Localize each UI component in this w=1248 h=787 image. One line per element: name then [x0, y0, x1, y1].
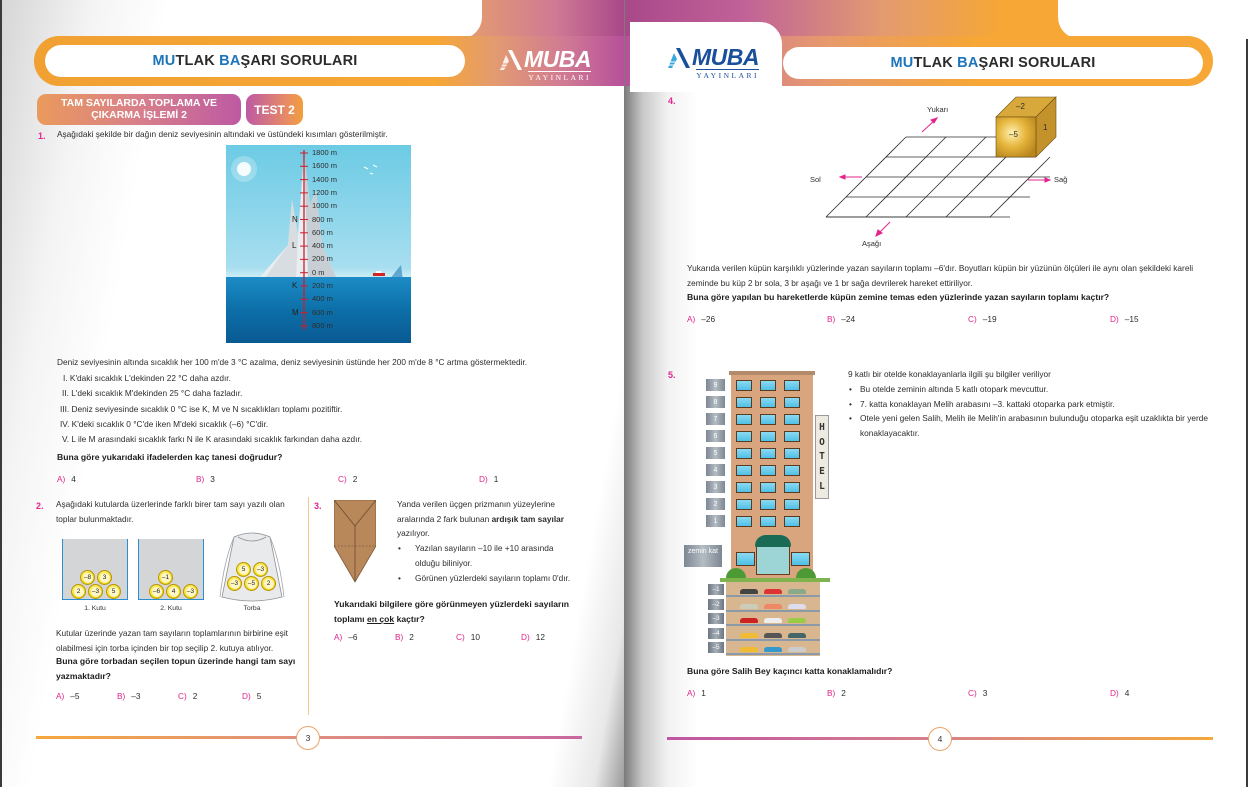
scale-label: 1200 m: [312, 187, 338, 197]
window: [736, 431, 752, 442]
text: Yanda verilen üçgen prizmanın yüzeylerine aralarında 2 fark bulunan: [397, 499, 556, 524]
sign-letter: H: [819, 421, 825, 433]
ball: [261, 576, 276, 591]
q5-option-b[interactable]: [827, 688, 846, 698]
header-decor-left: [470, 0, 624, 40]
box-1: [62, 539, 128, 600]
ball-value: 2: [264, 579, 274, 589]
option-letter: D): [521, 632, 530, 642]
option-letter: B): [395, 632, 404, 642]
q5-intro: 9 katlı bir otelde konaklayanlarla ilgili şu bilgiler veriliyor: [848, 369, 1051, 379]
logo-subtitle: YAYINLARI: [528, 73, 591, 82]
ball: [236, 562, 251, 577]
q2-intro: Aşağıdaki kutularda üzerlerinde farklı birer tam sayı yazılı olan toplar bulunmaktadır.: [56, 499, 285, 524]
window: [760, 465, 776, 476]
parking-level-label: –5: [708, 642, 724, 653]
window: [791, 552, 810, 566]
ball-value: 2: [74, 587, 84, 597]
header-decor-mask: [1058, 0, 1248, 39]
point-n: N: [292, 214, 298, 224]
question-number: 5.: [668, 370, 676, 380]
floor-label: 6: [706, 430, 725, 442]
option-value: –15: [1124, 314, 1139, 324]
car: [788, 604, 806, 609]
chapter-tab: TAM SAYILARDA TOPLAMA VE ÇIKARMA İŞLEMİ 2: [37, 94, 241, 125]
car: [740, 589, 758, 594]
ball: [88, 584, 103, 599]
logo-subtitle: YAYINLARI: [696, 71, 759, 80]
car: [764, 589, 782, 594]
car: [740, 633, 758, 638]
ball-value: –3: [91, 588, 100, 595]
q2-option-d[interactable]: [242, 691, 261, 701]
floor-label: 3: [706, 481, 725, 493]
window: [784, 516, 800, 527]
ball: [149, 584, 164, 599]
sign-letter: E: [819, 466, 825, 478]
bullet-item: • Bu otelde zeminin altında 5 katlı otopark mevcuttur.: [848, 382, 1223, 397]
ball: [227, 576, 242, 591]
option-letter: C): [968, 688, 977, 698]
option-value: 4: [71, 474, 76, 484]
option-value: 5: [256, 691, 262, 701]
entrance-door: [756, 545, 790, 575]
scale-label: 0 m: [312, 267, 325, 277]
window: [760, 448, 776, 459]
bag-illustration: [214, 531, 290, 603]
ball-value: 5: [109, 587, 119, 597]
direction-up: Yukarı: [927, 105, 949, 114]
box-2-label: 2. Kutu: [160, 605, 182, 612]
direction-right: Sağ: [1054, 175, 1068, 184]
question-number: 1.: [38, 131, 46, 141]
scale-label: 1800 m: [312, 148, 338, 157]
ball: [183, 584, 198, 599]
q2-question: Buna göre torbadan seçilen topun üzerinde hangi tam sayı yazmaktadır?: [56, 656, 296, 681]
text-underlined: en çok: [366, 613, 395, 624]
bag: [214, 531, 290, 603]
window: [736, 482, 752, 493]
text: Yukarıdaki bilgilere göre görünmeyen yüzlerdeki sayıların toplamı: [334, 599, 569, 624]
window: [760, 414, 776, 425]
title-highlight: MU: [152, 53, 176, 69]
car: [764, 604, 782, 609]
option-value: 12: [535, 632, 545, 642]
ball-value: 3: [100, 573, 110, 583]
window: [760, 482, 776, 493]
point-k: K: [292, 281, 298, 290]
window: [736, 397, 752, 408]
cube-face-front: –5: [1009, 130, 1018, 139]
q1-question: Buna göre yukarıdaki ifadelerden kaç tanesi doğrudur?: [57, 452, 283, 462]
entrance-awning: [755, 535, 791, 547]
ball-value: –3: [186, 588, 195, 595]
sign-letter: O: [819, 436, 825, 448]
scale-label: 600 m: [312, 227, 333, 237]
ball-value: –3: [230, 580, 239, 587]
window: [784, 397, 800, 408]
q5-question: Buna göre Salih Bey kaçıncı katta konaklamalıdır?: [687, 666, 893, 676]
page-title-right: [783, 47, 1203, 79]
window: [784, 431, 800, 442]
test-tab: TEST 2: [246, 94, 303, 125]
q1-option-b[interactable]: [196, 474, 215, 484]
direction-down: Aşağı: [862, 239, 882, 248]
logo-mark-icon: [498, 50, 522, 70]
q4-question: Buna göre yapılan bu hareketlerde küpün zemine temas eden yüzlerinde yazan sayıların toplamı kaçtır?: [687, 292, 1110, 302]
q1-statements: [60, 371, 600, 447]
page-number-right: 4: [928, 727, 952, 751]
window: [736, 516, 752, 527]
ball-value: 4: [169, 587, 179, 597]
option-value: 3: [982, 688, 988, 698]
parking-level-label: –1: [708, 584, 724, 595]
q3-option-a[interactable]: [334, 632, 358, 642]
question-number: 4.: [668, 96, 676, 106]
q4-option-a[interactable]: [687, 314, 715, 324]
scale-label: 400 m: [312, 294, 333, 304]
car: [740, 604, 758, 609]
window: [736, 499, 752, 510]
floor-label: 1: [706, 515, 725, 527]
logo-text: MUBA: [524, 46, 591, 72]
floor-label: 4: [706, 464, 725, 476]
window: [784, 482, 800, 493]
ball: [97, 570, 112, 585]
q3-question: [334, 597, 589, 626]
window: [736, 465, 752, 476]
option-letter: A): [687, 314, 696, 324]
scale-label: 1000 m: [312, 201, 338, 211]
floor-label: 8: [706, 396, 725, 408]
scale-label: 400 m: [312, 241, 333, 251]
window: [760, 380, 776, 391]
q2-option-a[interactable]: [56, 691, 80, 701]
window: [736, 380, 752, 391]
floor-label: 9: [706, 379, 725, 391]
q1-intro: Aşağıdaki şekilde bir dağın deniz seviyesinin altındaki ve üstündeki kısımları gösterilmiştir.: [57, 129, 388, 139]
window: [784, 465, 800, 476]
option-letter: A): [687, 688, 696, 698]
option-value: 1: [493, 474, 499, 484]
column-divider: [308, 497, 309, 715]
parking-floor: [726, 595, 820, 597]
question-number: 2.: [36, 501, 44, 511]
window: [760, 397, 776, 408]
window: [760, 499, 776, 510]
q1-info: Deniz seviyesinin altında sıcaklık her 100 m'de 3 °C azalma, deniz seviyesinin üstünde her 200 m'de 8 °C artma göstermektedir.: [57, 357, 528, 367]
ground-floor-label: zemin kat: [684, 545, 722, 567]
window: [784, 414, 800, 425]
logo-mark-icon: [666, 48, 690, 68]
iceberg-figure: [226, 145, 411, 343]
option-value: –3: [131, 691, 141, 701]
cube-face-side: 1: [1043, 123, 1048, 132]
statement: V. L ile M arasındaki sıcaklık farkı N ile K arasındaki sıcaklık farkından daha azdır.: [62, 434, 363, 445]
scale-label: 1600 m: [312, 161, 338, 171]
option-value: –6: [348, 632, 358, 642]
floor-label: 5: [706, 447, 725, 459]
parking-floor: [726, 610, 820, 612]
ball: [106, 584, 121, 599]
logo-text: MUBA: [692, 44, 759, 70]
q2-option-b[interactable]: [117, 691, 141, 701]
ball: [158, 570, 173, 585]
car: [764, 633, 782, 638]
ball-value: –8: [83, 574, 92, 581]
question-number: 3.: [314, 501, 322, 511]
title-text: ŞARI SORULARI: [978, 55, 1096, 71]
sign-letter: T: [819, 451, 825, 463]
cube-face-top: –2: [1016, 102, 1025, 111]
option-letter: D): [479, 474, 488, 484]
parking-floor: [726, 624, 820, 626]
box-2: [138, 539, 204, 600]
hotel-figure: [684, 365, 844, 657]
q5-option-a[interactable]: [687, 688, 706, 698]
point-l: L: [292, 241, 297, 251]
statement: I. K'daki sıcaklık L'dekinden 22 °C daha azdır.: [63, 373, 231, 383]
scale-label: 200 m: [312, 281, 333, 290]
ball-value: –1: [161, 574, 170, 581]
window: [736, 552, 755, 566]
q4-option-b[interactable]: [827, 314, 855, 324]
ball: [71, 584, 86, 599]
statement: IV. K'deki sıcaklık 0 °C'de iken M'deki sıcaklık (–6) °C'dir.: [60, 418, 269, 429]
title-text: TLAK: [175, 53, 215, 69]
ball-value: –5: [247, 580, 256, 587]
q5-bullets: [848, 382, 1223, 440]
option-letter: B): [827, 314, 836, 324]
car: [788, 589, 806, 594]
option-value: –26: [701, 314, 716, 324]
title-highlight: MU: [890, 55, 914, 71]
option-letter: B): [117, 691, 126, 701]
bag-label: Torba: [243, 605, 261, 612]
q3-intro: [397, 497, 587, 541]
point-m: M: [292, 307, 299, 317]
bullet-item: • Yazılan sayıların –10 ile +10 arasında olduğu biliniyor.: [397, 541, 577, 571]
floor-label: 7: [706, 413, 725, 425]
window: [760, 516, 776, 527]
car: [788, 633, 806, 638]
option-letter: C): [338, 474, 347, 484]
ball: [244, 576, 259, 591]
title-text: TLAK: [913, 55, 953, 71]
direction-left: Sol: [810, 175, 821, 184]
q4-option-c[interactable]: [968, 314, 997, 324]
option-value: –19: [982, 314, 997, 324]
option-value: 2: [192, 691, 198, 701]
q4-option-d[interactable]: [1110, 314, 1139, 324]
muba-logo-left: [498, 48, 591, 82]
option-value: 10: [470, 632, 480, 642]
q4-info: Yukarıda verilen küpün karşılıklı yüzlerinde yazan sayıların toplamı –6'dır. Boyutları küpün bir yüzünün ölçüleri ile aynı olan şekildeki kareli zeminde bu küp 2 br sola, 3 br aşağı ve 1 br sağa devrilerek hareket ettiriliyor.: [687, 263, 1194, 288]
statement: III. Deniz seviyesinde sıcaklık 0 °C ise K, M ve N sıcaklıkları toplamı pozitiftir.: [60, 403, 343, 414]
scale-label: 600 m: [312, 307, 333, 317]
option-value: –24: [841, 314, 856, 324]
scale-label: 1400 m: [312, 174, 338, 184]
option-value: 3: [210, 474, 215, 484]
bullet-item: • Görünen yüzlerdeki sayıların toplamı 0'dır.: [397, 571, 577, 586]
option-letter: B): [827, 688, 836, 698]
triangular-prism-figure: [334, 500, 376, 583]
hotel-sign: [815, 415, 829, 499]
option-letter: D): [242, 691, 251, 701]
ball-value: 5: [239, 565, 249, 575]
title-highlight: BA: [219, 53, 241, 69]
option-letter: D): [1110, 688, 1119, 698]
q2-info: Kutular üzerinde yazan tam sayıların toplamlarının birbirine eşit olabilmesi için torba içinden bir top seçilip 2. kutuya atılıyor.: [56, 628, 288, 653]
scale-label: 800 m: [312, 320, 333, 330]
text: kaçtır?: [394, 613, 425, 624]
window: [736, 448, 752, 459]
cube-grid-figure: [800, 95, 1070, 255]
page-title-left: [45, 45, 465, 77]
option-value: 4: [1124, 688, 1130, 698]
ball: [166, 584, 181, 599]
scale-label: 800 m: [312, 214, 333, 224]
window: [784, 448, 800, 459]
option-letter: C): [178, 691, 187, 701]
floor-label: 2: [706, 498, 725, 510]
text: yazılıyor.: [397, 528, 430, 538]
option-value: –5: [70, 691, 80, 701]
q3-option-b[interactable]: [395, 632, 414, 642]
window: [784, 380, 800, 391]
option-value: 2: [409, 632, 414, 642]
q3-option-d[interactable]: [521, 632, 545, 642]
q1-option-c[interactable]: [338, 474, 357, 484]
scale-label: 200 m: [312, 254, 333, 264]
car: [788, 647, 806, 652]
q5-option-c[interactable]: [968, 688, 987, 698]
parking-floor: [726, 653, 820, 655]
car: [764, 618, 782, 623]
ball: [80, 570, 95, 585]
option-value: 2: [352, 474, 358, 484]
ball-value: –3: [256, 566, 265, 573]
parking-floor: [726, 639, 820, 641]
muba-logo-right: [666, 46, 759, 80]
sign-letter: L: [819, 481, 825, 493]
q2-option-c[interactable]: [178, 691, 197, 701]
statement: II. L'deki sıcaklık M'dekinden 25 °C daha fazladır.: [62, 388, 243, 399]
q5-option-d[interactable]: [1110, 688, 1129, 698]
car: [764, 647, 782, 652]
option-letter: D): [1110, 314, 1119, 324]
bullet-item: • 7. katta konaklayan Melih arabasını –3. kattaki otoparka park etmiştir.: [848, 397, 1223, 412]
option-letter: C): [968, 314, 977, 324]
window: [760, 431, 776, 442]
window: [784, 499, 800, 510]
q3-bullets: [397, 541, 577, 586]
title-highlight: BA: [957, 55, 979, 71]
box-1-label: 1. Kutu: [84, 605, 106, 612]
parking-level-label: –4: [708, 628, 724, 639]
car: [788, 618, 806, 623]
ball-value: –6: [152, 588, 161, 595]
option-letter: A): [56, 691, 65, 701]
option-letter: C): [456, 632, 465, 642]
option-letter: A): [334, 632, 343, 642]
parking-level-label: –2: [708, 599, 724, 610]
q3-option-c[interactable]: [456, 632, 480, 642]
option-letter: B): [196, 474, 205, 484]
q1-option-a[interactable]: [57, 474, 76, 484]
q1-option-d[interactable]: [479, 474, 498, 484]
title-text: ŞARI SORULARI: [240, 53, 358, 69]
option-value: 2: [841, 688, 846, 698]
text-bold: ardışık tam sayılar: [491, 513, 564, 524]
bullet-item: • Otele yeni gelen Salih, Melih ile Melih'in arabasının bulunduğu otoparka eşit uzaklıkta bir yerde konaklayacaktır.: [848, 411, 1223, 440]
option-value: 1: [701, 688, 706, 698]
parking-level-label: –3: [708, 613, 724, 624]
page-number-left: 3: [296, 726, 320, 750]
ball: [253, 562, 268, 577]
car: [740, 647, 758, 652]
car: [740, 618, 758, 623]
option-letter: A): [57, 474, 66, 484]
window: [736, 414, 752, 425]
